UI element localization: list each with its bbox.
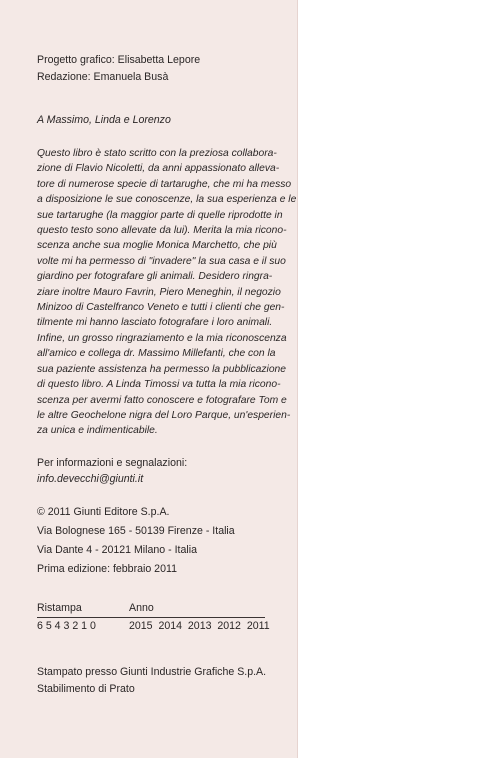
ack-line: scenza anche sua moglie Monica Marchetto, che più xyxy=(37,240,277,252)
ack-line: sua paziente assistenza ha permesso la pubblicazione xyxy=(37,363,286,375)
reprint-values-row xyxy=(37,618,292,634)
ack-line: tilmente mi hanno lasciato fotografare i loro animali. xyxy=(37,317,273,329)
florence-address: Via Bolognese 165 - 50139 Firenze - Italia xyxy=(37,524,235,537)
ack-line: le altre Geochelone nigra del Loro Parque, un'esperien- xyxy=(37,409,291,421)
colophon-content xyxy=(37,52,297,698)
reprint-years: 2015 2014 2013 2012 2011 xyxy=(129,619,270,632)
ack-line: Infine, un grosso ringraziamento e la mia riconoscenza xyxy=(37,332,287,344)
ack-line: a disposizione le sue conoscenze, la sua esperienza e le xyxy=(37,194,297,206)
acknowledgements-block xyxy=(37,146,297,439)
ack-line: all'amico e collega dr. Massimo Millefanti, che con la xyxy=(37,348,276,360)
reprint-header-row xyxy=(37,601,292,616)
info-block xyxy=(37,455,292,487)
info-label: Per informazioni e segnalazioni: xyxy=(37,456,188,469)
ack-line: giardino per fotografare gli animali. Desidero ringra- xyxy=(37,271,273,283)
credits-block xyxy=(37,52,292,86)
reprint-numbers: 6 5 4 3 2 1 0 xyxy=(37,619,96,632)
design-credit: Progetto grafico: Elisabetta Lepore xyxy=(37,54,201,66)
printer-block xyxy=(37,664,292,698)
ack-line: Minizoo di Castelfranco Veneto e tutti i clienti che gen- xyxy=(37,302,285,314)
reprint-table xyxy=(37,601,292,634)
ack-line: zione di Flavio Nicoletti, da anni appassionato alleva- xyxy=(37,163,280,175)
printer-line: Stampato presso Giunti Industrie Grafiche S.p.A. xyxy=(37,665,267,678)
publisher-block xyxy=(37,503,292,579)
ack-line: di questo libro. A Linda Timossi va tutta la mia ricono- xyxy=(37,379,281,391)
ack-line: volte mi ha permesso di "invadere" la sua casa e il suo xyxy=(37,255,286,267)
ack-line: za unica e indimenticabile. xyxy=(37,425,158,437)
ack-line: tore di numerose specie di tartarughe, che mi ha messo xyxy=(37,178,292,190)
info-email-link[interactable]: info.devecchi@giunti.it xyxy=(37,472,144,485)
ack-line: ziare inoltre Mauro Favrin, Piero Meneghin, il negozio xyxy=(37,286,281,298)
ack-line: scenza per avermi fatto conoscere e fotografare Tom e xyxy=(37,394,287,406)
copyright-line: © 2011 Giunti Editore S.p.A. xyxy=(37,505,170,518)
first-edition: Prima edizione: febbraio 2011 xyxy=(37,562,177,575)
printer-plant: Stabilimento di Prato xyxy=(37,682,135,695)
year-label: Anno xyxy=(129,601,154,614)
ack-line: sue tartarughe (la maggior parte di quelle riprodotte in xyxy=(37,209,283,221)
ack-line: questo testo sono allevate da lui). Merita la mia ricono- xyxy=(37,225,287,237)
editing-credit: Redazione: Emanuela Busà xyxy=(37,71,169,83)
reprint-label: Ristampa xyxy=(37,601,82,614)
milan-address: Via Dante 4 - 20121 Milano - Italia xyxy=(37,543,197,556)
ack-line: Questo libro è stato scritto con la preziosa collabora- xyxy=(37,148,277,159)
dedication: A Massimo, Linda e Lorenzo xyxy=(37,114,171,126)
